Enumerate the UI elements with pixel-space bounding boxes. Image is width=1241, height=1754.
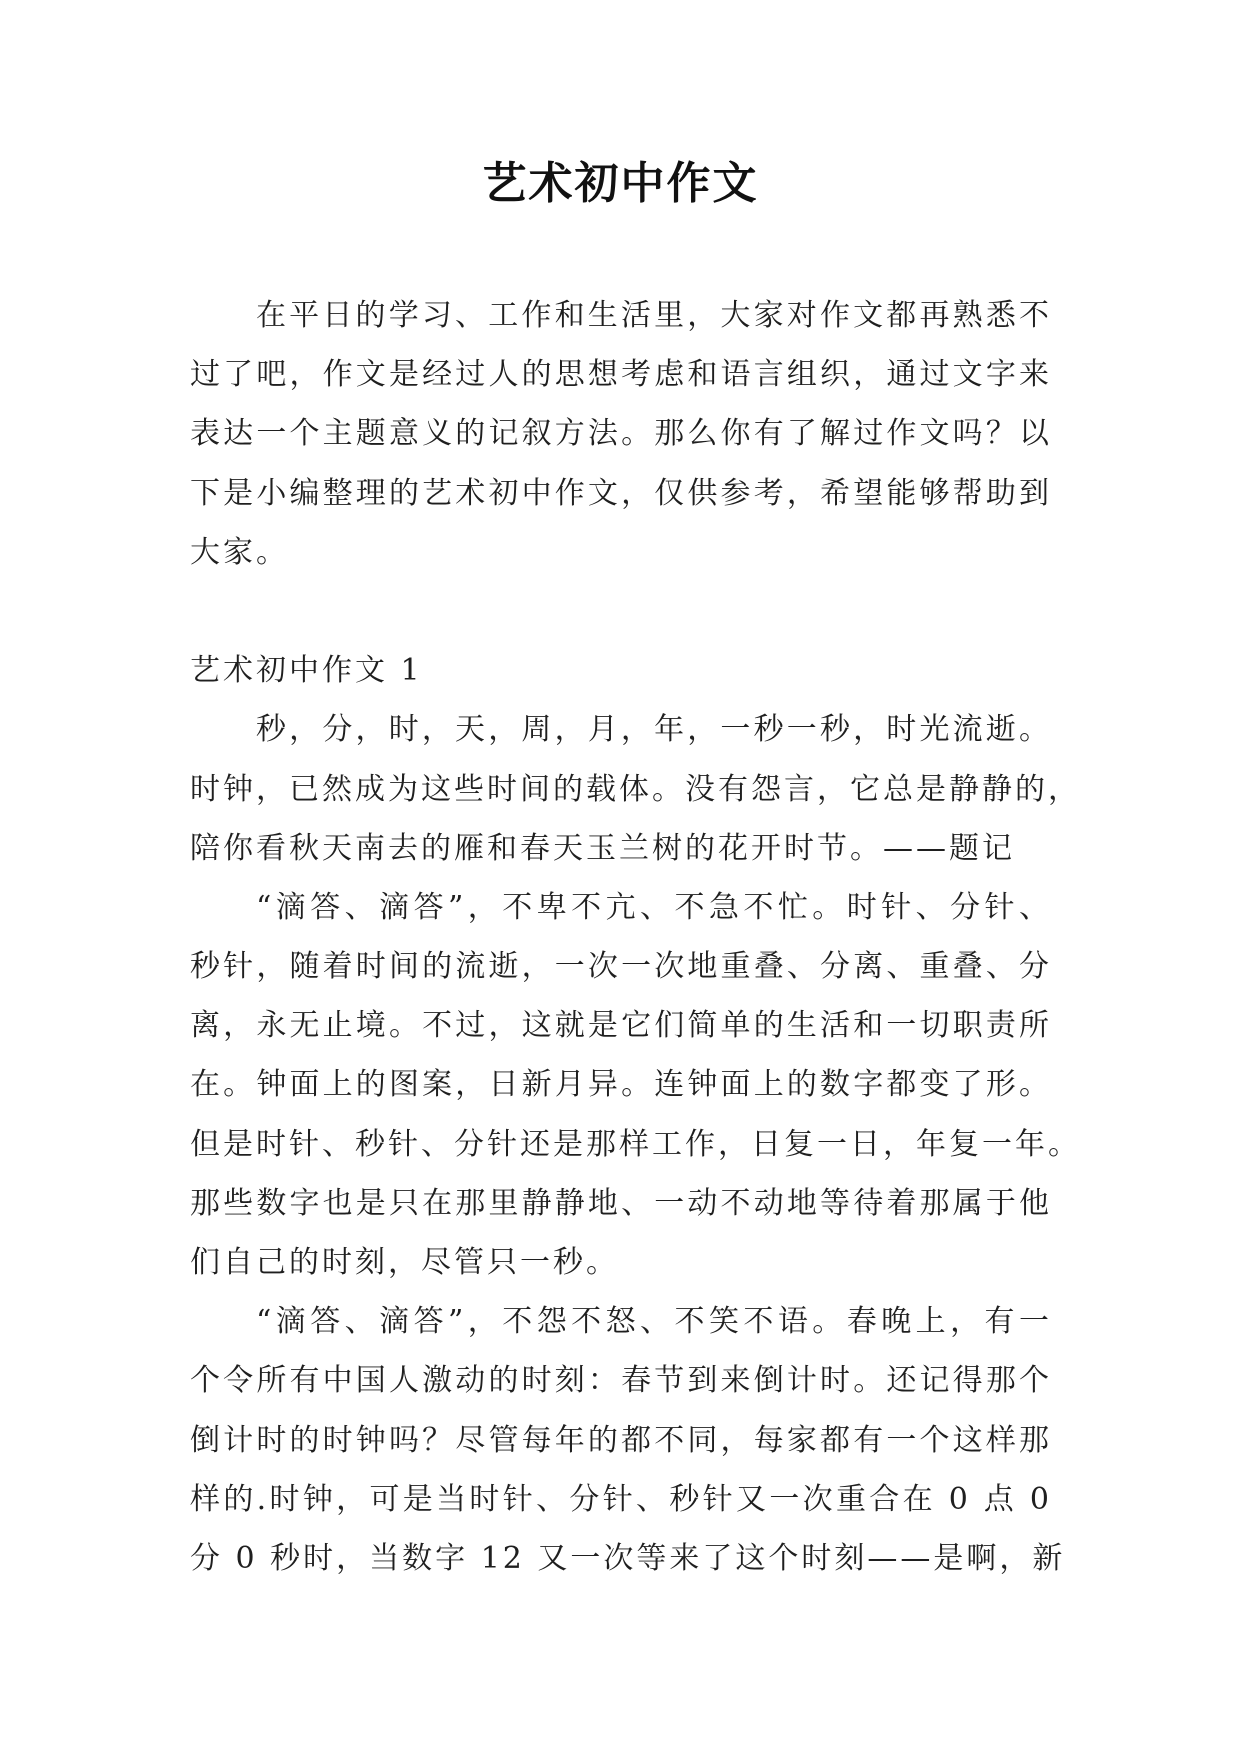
paragraph-line: 时钟，已然成为这些时间的载体。没有怨言，它总是静静的，	[190, 771, 1081, 807]
paragraph-line: 在平日的学习、工作和生活里，大家对作文都再熟悉不	[256, 298, 1052, 333]
document-title: 艺术初中作文	[482, 158, 759, 209]
essay-paragraph-2	[190, 878, 1081, 1292]
paragraph-line: 过了吧，作文是经过人的思想考虑和语言组织，通过文字来	[190, 357, 1052, 393]
paragraph-line: 们自己的时刻，尽管只一秒。	[190, 1245, 619, 1280]
paragraph-line: 表达一个主题意义的记叙方法。那么你有了解过作文吗？以	[190, 416, 1052, 452]
paragraph-line: 秒，分，时，天，周，月，年，一秒一秒，时光流逝。	[256, 712, 1052, 748]
document-body	[190, 286, 1081, 1588]
paragraph-line: 下是小编整理的艺术初中作文，仅供参考，希望能够帮助到	[190, 475, 1052, 511]
intro-paragraph	[190, 286, 1052, 582]
paragraph-line: 大家。	[190, 534, 289, 570]
paragraph-line: 样的.时钟，可是当时针、分针、秒针又一次重合在 0 点 0	[190, 1481, 1052, 1517]
blank-line	[190, 582, 1052, 641]
section-heading: 艺术初中作文 1	[190, 653, 423, 689]
paragraph-line: 倒计时的时钟吗？尽管每年的都不同，每家都有一个这样那	[190, 1422, 1052, 1458]
paragraph-line: 那些数字也是只在那里静静地、一动不动地等待着那属于他	[190, 1185, 1052, 1221]
paragraph-line: 但是时针、秒针、分针还是那样工作，日复一日，年复一年。	[190, 1126, 1081, 1162]
paragraph-line: “滴答、滴答”，不卑不亢、不急不忙。时针、分针、	[256, 889, 1052, 925]
paragraph-line: 个令所有中国人激动的时刻：春节到来倒计时。还记得那个	[190, 1363, 1052, 1399]
essay-paragraph-1	[190, 700, 1081, 878]
paragraph-line: 离，永无止境。不过，这就是它们简单的生活和一切职责所	[190, 1008, 1052, 1044]
paragraph-line: “滴答、滴答”，不怨不怒、不笑不语。春晚上，有一	[256, 1304, 1052, 1340]
paragraph-line: 秒针，随着时间的流逝，一次一次地重叠、分离、重叠、分	[190, 949, 1052, 985]
essay-paragraph-3	[190, 1292, 1066, 1588]
paragraph-line: 在。钟面上的图案，日新月异。连钟面上的数字都变了形。	[190, 1067, 1052, 1103]
paragraph-line: 分 0 秒时，当数字 12 又一次等来了这个时刻——是啊，新	[190, 1540, 1066, 1576]
paragraph-line: 陪你看秋天南去的雁和春天玉兰树的花开时节。——题记	[190, 830, 1015, 866]
